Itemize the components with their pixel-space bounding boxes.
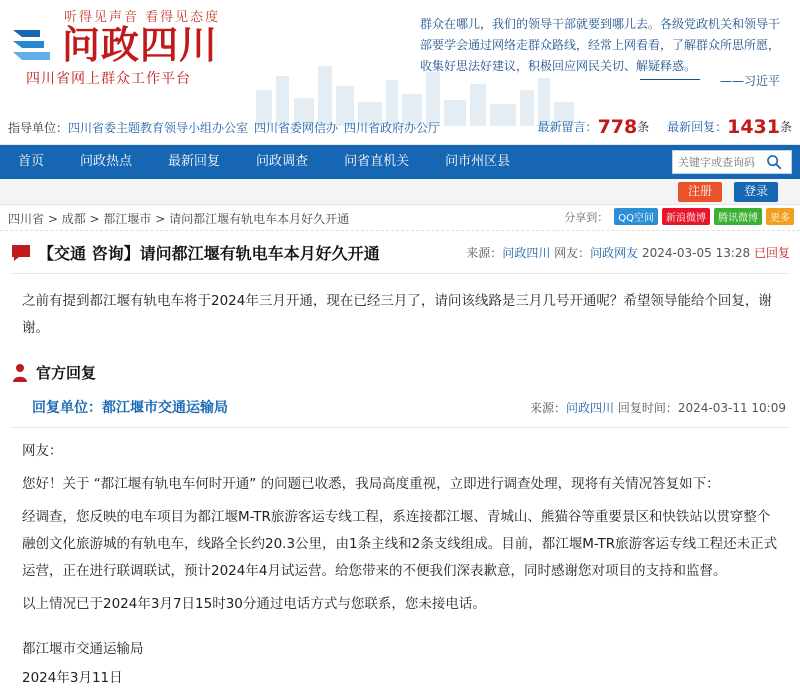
person-icon: [12, 363, 28, 383]
breadcrumb-item-city[interactable]: 成都: [61, 212, 86, 226]
article-content: [0, 241, 800, 692]
question-author-label: 网友：: [554, 246, 591, 260]
search-box[interactable]: [672, 150, 792, 174]
site-title: 问政四川: [62, 23, 219, 67]
question-body: 之前有提到都江堰有轨电车将于2024年三月开通，现在已经三月了，请问该线路是三月几号开通呢？希望领导能给个回复，谢谢。: [22, 293, 772, 336]
status-badge: 已回复: [753, 246, 790, 260]
question-datetime: 2024-03-05 13:28: [642, 246, 751, 260]
reply-unit-label: 回复单位：: [32, 400, 102, 416]
reply-time: 2024-03-11 10:09: [677, 401, 786, 415]
nav-item-latest-replies[interactable]: 最新回复: [168, 154, 221, 169]
latest-message-counter: [537, 116, 654, 138]
reply-paragraph-1: 经调查，您反映的电车项目为都江堰M-TR旅游客运专线工程，系连接都江堰、青城山、熊猫谷等重要景区和快铁站以贯穿整个融创文化旅游城的有轨电车，线路全长约20.3公里，由1条主线和2条支线组成。目前，都江堰M-TR旅游客运专线工程还未正式运营，正在进行联调联试，预计2024年4月试运营。给您带来的不便我们深表歉意，同时感谢您对项目的支持和监督。: [22, 509, 778, 579]
latest-reply-unit: 条: [779, 120, 792, 134]
breadcrumb: [8, 210, 349, 227]
latest-reply-counter: [667, 116, 792, 138]
nav-item-surveys[interactable]: 问政调查: [256, 154, 309, 169]
weibo-share-icon[interactable]: 新浪微博: [662, 208, 710, 225]
search-icon[interactable]: [765, 153, 783, 171]
latest-reply-label: 最新回复：: [667, 120, 728, 134]
official-reply-header: [10, 358, 790, 389]
guide-unit-2: 四川省政府办公厅: [344, 121, 441, 135]
more-share-icon[interactable]: 更多: [766, 208, 794, 225]
leader-quote: 群众在哪儿，我们的领导干部就要到哪儿去。各级党政机关和领导干部要学会通过网络走群众路线，经常上网看看，了解群众所思所愿，收集好思法好建议，积极回应网民关切、解疑释惑。: [420, 17, 781, 73]
breadcrumb-sep-0: >: [44, 212, 62, 226]
latest-message-number: 778: [597, 116, 638, 138]
wechat-share-icon[interactable]: 腾讯微博: [714, 208, 762, 225]
account-bar: [0, 179, 800, 205]
question-meta: [466, 244, 790, 261]
logo-mark-icon: [10, 22, 56, 68]
official-reply-body: [10, 428, 790, 692]
guide-unit-0: 四川省委主题教育领导小组办公室: [68, 121, 249, 135]
nav-item-cities-counties[interactable]: 问市州区县: [445, 154, 511, 169]
breadcrumb-item-district[interactable]: 都江堰市: [103, 212, 152, 226]
nav-item-provincial-agencies[interactable]: 问省直机关: [344, 154, 410, 169]
latest-reply-number: 1431: [727, 116, 780, 138]
breadcrumb-sep-2: >: [151, 212, 170, 226]
speech-bubble-icon: [10, 243, 32, 263]
breadcrumb-bar: [0, 205, 800, 231]
login-button[interactable]: 登录: [734, 182, 778, 202]
breadcrumb-item-current: 请问都江堰有轨电车本月好久开通: [169, 212, 350, 226]
reply-paragraph-0: 您好！关于 “都江堰有轨电车何时开通” 的问题已收悉，我局高度重视，立即进行调查处理，现将有关情况答复如下：: [22, 476, 720, 492]
guide-units: [8, 119, 446, 136]
nav-item-home[interactable]: 首页: [18, 154, 45, 169]
search-input[interactable]: [673, 151, 765, 173]
question-source-label: 来源：: [466, 246, 503, 260]
reply-unit-name: 都江堰市交通运输局: [102, 400, 228, 416]
site-subtitle: 四川省网上群众工作平台: [26, 71, 191, 87]
main-navigation: [0, 145, 800, 179]
latest-message-label: 最新留言：: [537, 120, 598, 134]
question-author: 问政网友: [590, 246, 639, 260]
reply-source-label: 来源：: [529, 401, 566, 415]
reply-meta: [530, 399, 786, 416]
site-header: [0, 0, 800, 145]
reply-salutation: 网友：: [22, 443, 63, 459]
guide-unit-1: 四川省委网信办: [254, 121, 339, 135]
question-title-row: [10, 241, 790, 274]
header-counters: [524, 116, 792, 138]
reply-signature: [22, 636, 778, 692]
breadcrumb-sep-1: >: [85, 212, 104, 226]
reply-source: 问政四川: [566, 401, 615, 415]
reply-paragraph-2: 以上情况已于2024年3月7日15时30分通过电话方式与您联系，您未接电话。: [22, 596, 486, 612]
breadcrumb-item-province[interactable]: 四川省: [8, 212, 45, 226]
guide-label: 指导单位：: [8, 121, 69, 135]
reply-unit-row: [10, 389, 790, 428]
site-slogan: 听得见声音 看得见态度: [64, 10, 221, 25]
signature-unit: 都江堰市交通运输局: [22, 641, 144, 657]
question-source: 问政四川: [502, 246, 551, 260]
site-logo[interactable]: [10, 22, 218, 68]
register-button[interactable]: 注册: [678, 182, 722, 202]
share-bar: [564, 208, 794, 225]
page-title: 【交通 咨询】请问都江堰有轨电车本月好久开通: [38, 244, 380, 263]
share-label: 分享到：: [564, 210, 609, 224]
quote-signature: ——习近平: [719, 74, 780, 88]
reply-time-label: 回复时间：: [617, 401, 678, 415]
nav-item-hot-topics[interactable]: 问政热点: [80, 154, 133, 169]
signature-date: 2024年3月11日: [22, 670, 123, 686]
latest-message-unit: 条: [637, 120, 650, 134]
qq-zone-share-icon[interactable]: QQ空间: [614, 208, 658, 225]
official-reply-heading: 官方回复: [36, 364, 97, 382]
